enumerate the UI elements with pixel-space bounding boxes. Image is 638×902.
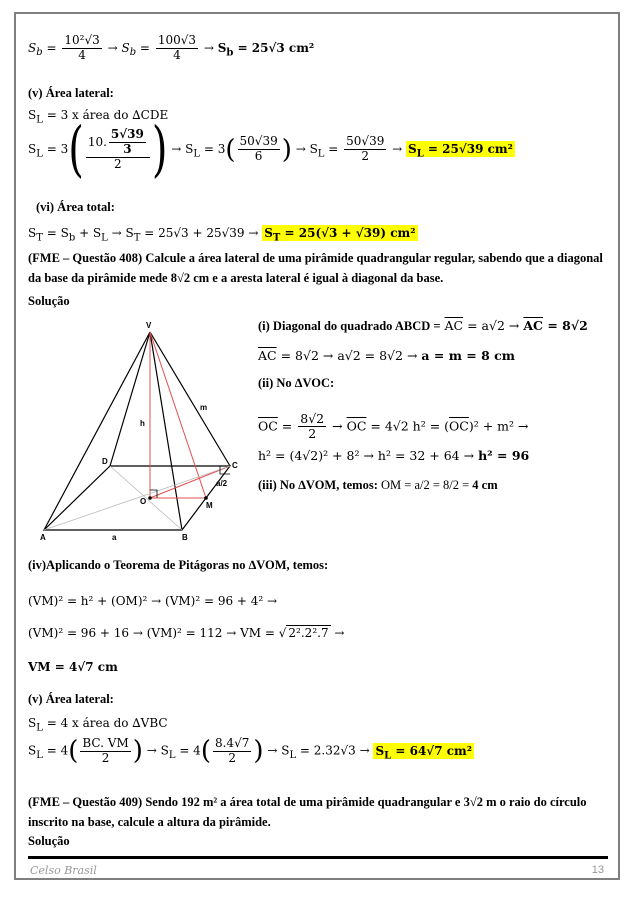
vm-equation-2: (VM)² = 96 + 16 → (VM)² = 112 → VM = √ 2².2².7 →: [28, 626, 345, 640]
step-side-length: $\overline{AC} = 8√2 \to a√2 = 8√2 \to a = m = 8$ cm: [258, 348, 515, 363]
label-m-point: M: [206, 501, 213, 510]
sb-equation: $S_b$ = $\frac{\text{10²√3}}{4}$ → $S_b$ = $\frac{100√3}{4}$ → $S_b = 25√3$ cm²: [28, 33, 315, 62]
edge-va: [44, 332, 150, 530]
label-a-side: a: [112, 533, 117, 542]
question-408: (FME – Questão 408) Calcule a área lateral de uma pirâmide quadrangular regular, sabendo que a diagonal da base da pirâmide mede 8√2 cm e a aresta lateral é igual à diagonal da base.: [28, 251, 603, 285]
question-409: (FME – Questão 409) Sendo 192 m² a área total de uma pirâmide quadrangular e 3√2 m o raio do círculo inscrito na base, calcule a altura da pirâmide.: [28, 795, 587, 829]
sl-equation-vbc: $S_L = 4$( $\frac{BC. VM}{2}$ ) → $S_L = 4$( $\frac{8.4√7}{2}$ ) → $S_L = 2.32√3 \to S_L = 64√7$ cm²: [28, 735, 472, 766]
label-c: C: [232, 461, 238, 470]
step-oc: $\overline{OC}$ = $\frac{8√2}{2}$ → $\overline{OC} = 4√2$ $h^2 = (\overline{OC})^2 + m^2$ →: [258, 411, 529, 442]
footer-rule: [28, 856, 608, 859]
section-total-area: (vi) Área total:: [36, 200, 115, 214]
sl-equation-cde: $S_L = 3$( 10. $\frac{5√39}{3}$ 2 ) → $S_L = 3$( $\frac{50√39}{6}$ ) → $S_L$ = $\frac{50√39}{2}$ → $S_L = 25√39$ cm²: [28, 115, 513, 185]
label-m: m: [200, 403, 208, 412]
sl-definition: $S_L = 3$ x área do ∆CDE: [28, 108, 169, 126]
label-d: D: [102, 457, 108, 466]
section-lateral-area-1: (v) Área lateral:: [28, 86, 114, 100]
label-v: V: [146, 321, 152, 330]
label-b: B: [182, 533, 188, 542]
edge-vc: [150, 332, 230, 466]
edge-vb: [150, 332, 182, 530]
step-h-squared: h² = (4√2)² + 8² → h² = 32 + 64 → h² = 96: [258, 448, 530, 463]
step-om: (iii) No ∆VOM, temos: OM = a/2 = 8/2 = 4 cm: [258, 478, 498, 492]
edge-vd: [110, 332, 150, 466]
vm-equation-1: (VM)² = h² + (OM)² → (VM)² = 96 + 4² →: [28, 594, 278, 608]
step-diagonal: (i) Diagonal do quadrado ABCD = $\overline{AC} = a√2 \to \overline{AC} = 8√2$: [258, 318, 588, 333]
highlight-result-st: $S_T = 25(√3 + √39)$ cm²: [264, 226, 416, 244]
label-o: O: [140, 497, 147, 506]
solution-label-1: Solução: [28, 294, 70, 308]
page-number: 13: [591, 864, 604, 876]
st-equation: $S_T = S_b + S_L \to S_T = 25√3 + 25√39 \to S_T = 25(√3 + √39)$ cm²: [28, 226, 416, 244]
sl2-definition: $S_L = 4$ x área do ∆VBC: [28, 716, 168, 734]
label-h: h: [140, 419, 145, 428]
apothem-line: [150, 332, 206, 498]
step-triangle-voc: (ii) No ∆VOC:: [258, 376, 335, 390]
footer-author: Celso Brasil: [30, 864, 97, 877]
section-lateral-area-2: (v) Área lateral:: [28, 692, 114, 706]
highlight-result-sl1: $S_L = 25√39$ cm²: [408, 142, 513, 160]
vm-result: VM = 4√7 cm: [28, 660, 118, 674]
solution-label-2: Solução: [28, 834, 70, 848]
pyramid-figure: [40, 318, 250, 544]
label-a-vertex: A: [40, 533, 46, 542]
label-a2: a/2: [216, 479, 228, 488]
step-pythagoras: (iv)Aplicando o Teorema de Pitágoras no ∆VOM, temos:: [28, 558, 329, 572]
highlight-result-sl2: $S_L = 64√7$ cm²: [375, 743, 472, 761]
